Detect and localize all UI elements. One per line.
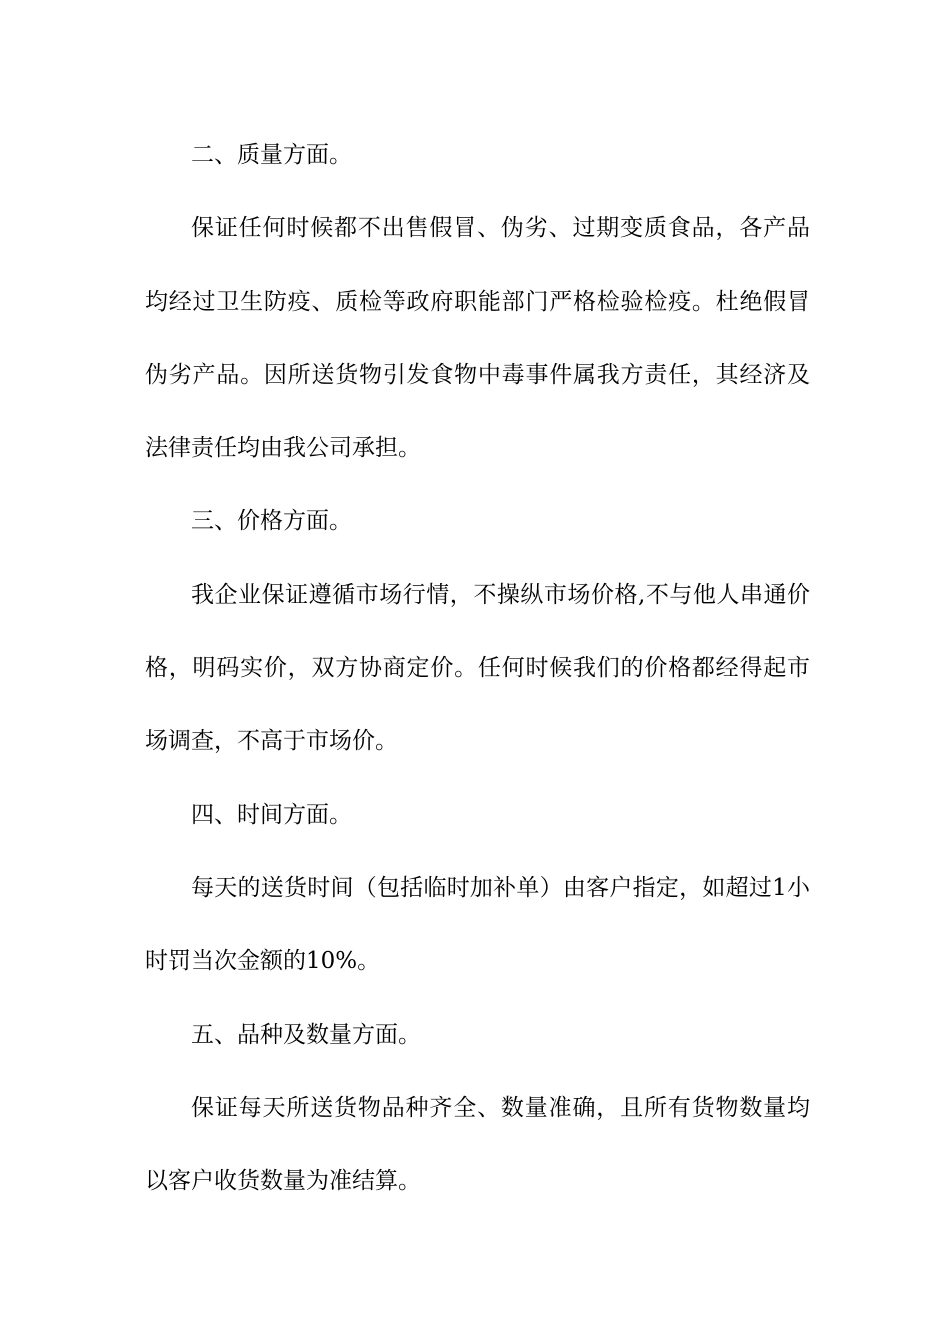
paragraph-time: 每天的送货时间（包括临时加补单）由客户指定，如超过1小时罚当次金额的10%。 xyxy=(145,874,810,975)
section-heading-price: 三、价格方面。 xyxy=(191,508,352,535)
paragraph-price: 我企业保证遵循市场行情，不操纵市场价格,不与他人串通价格，明码实价，双方协商定价。任何时候我们的价格都经得起市场调查，不高于市场价。 xyxy=(145,581,810,755)
paragraph-quality: 保证任何时候都不出售假冒、伪劣、过期变质食品，各产品均经过卫生防疫、质检等政府职能部门严格检验检疫。杜绝假冒伪劣产品。因所送货物引发食物中毒事件属我方责任，其经济及法律责任均由我公司承担。 xyxy=(145,215,810,462)
section-heading-time: 四、时间方面。 xyxy=(191,801,352,828)
section-heading-variety-quantity: 五、品种及数量方面。 xyxy=(191,1021,421,1048)
section-heading-quality: 二、质量方面。 xyxy=(191,142,352,168)
document-body xyxy=(145,119,810,1218)
paragraph-variety-quantity: 保证每天所送货物品种齐全、数量准确，且所有货物数量均以客户收货数量为准结算。 xyxy=(145,1094,810,1195)
